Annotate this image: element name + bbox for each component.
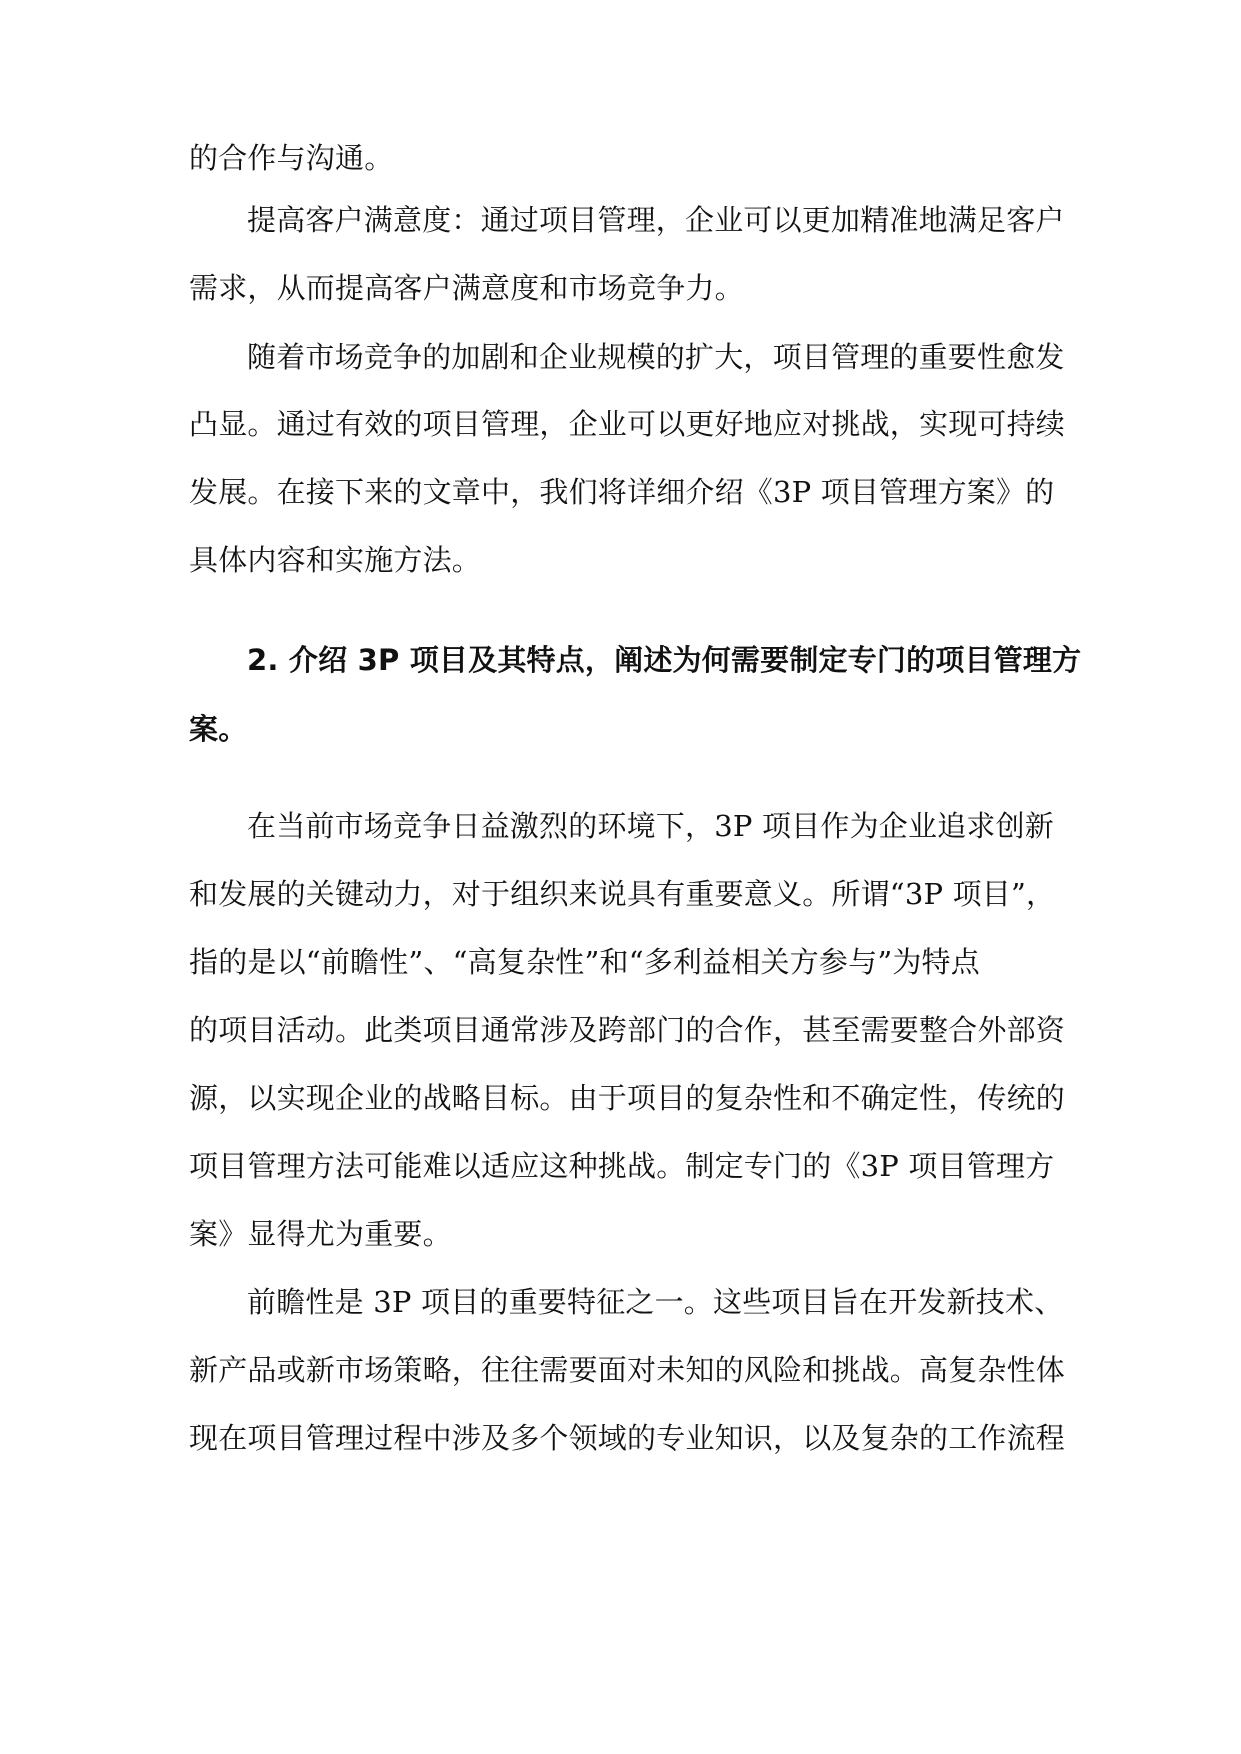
paragraph-line: 源，以实现企业的战略目标。由于项目的复杂性和不确定性，传统的: [189, 1081, 1066, 1115]
paragraph-line: 新产品或新市场策略，往往需要面对未知的风险和挑战。高复杂性体: [189, 1353, 1066, 1387]
paragraph-line: 提高客户满意度：通过项目管理，企业可以更加精准地满足客户: [247, 203, 1065, 237]
section-heading: 2. 介绍 3P 项目及其特点，阐述为何需要制定专门的项目管理方: [247, 643, 1082, 677]
paragraph-line: 现在项目管理过程中涉及多个领域的专业知识，以及复杂的工作流程: [189, 1421, 1066, 1455]
paragraph-line: 的项目活动。此类项目通常涉及跨部门的合作，甚至需要整合外部资: [189, 1013, 1066, 1047]
paragraph-line: 在当前市场竞争日益激烈的环境下，3P 项目作为企业追求创新: [247, 809, 1054, 843]
section-heading: 案。: [189, 712, 248, 746]
paragraph-line: 和发展的关键动力，对于组织来说具有重要意义。所谓“3P 项目”，: [189, 877, 1056, 911]
paragraph-line: 发展。在接下来的文章中，我们将详细介绍《3P 项目管理方案》的: [189, 475, 1055, 509]
paragraph-line: 指的是以“前瞻性”、“高复杂性”和“多利益相关方参与”为特点: [189, 945, 980, 979]
paragraph-line: 凸显。通过有效的项目管理，企业可以更好地应对挑战，实现可持续: [189, 407, 1066, 441]
paragraph-line: 需求，从而提高客户满意度和市场竞争力。: [189, 271, 744, 305]
paragraph-line: 的合作与沟通。: [189, 141, 394, 175]
paragraph-line: 项目管理方法可能难以适应这种挑战。制定专门的《3P 项目管理方: [189, 1149, 1055, 1183]
paragraph-line: 案》显得尤为重要。: [189, 1217, 452, 1251]
paragraph-line: 前瞻性是 3P 项目的重要特征之一。这些项目旨在开发新技术、: [247, 1285, 1064, 1319]
paragraph-line: 具体内容和实施方法。: [189, 543, 482, 577]
paragraph-line: 随着市场竞争的加剧和企业规模的扩大，项目管理的重要性愈发: [247, 340, 1065, 374]
